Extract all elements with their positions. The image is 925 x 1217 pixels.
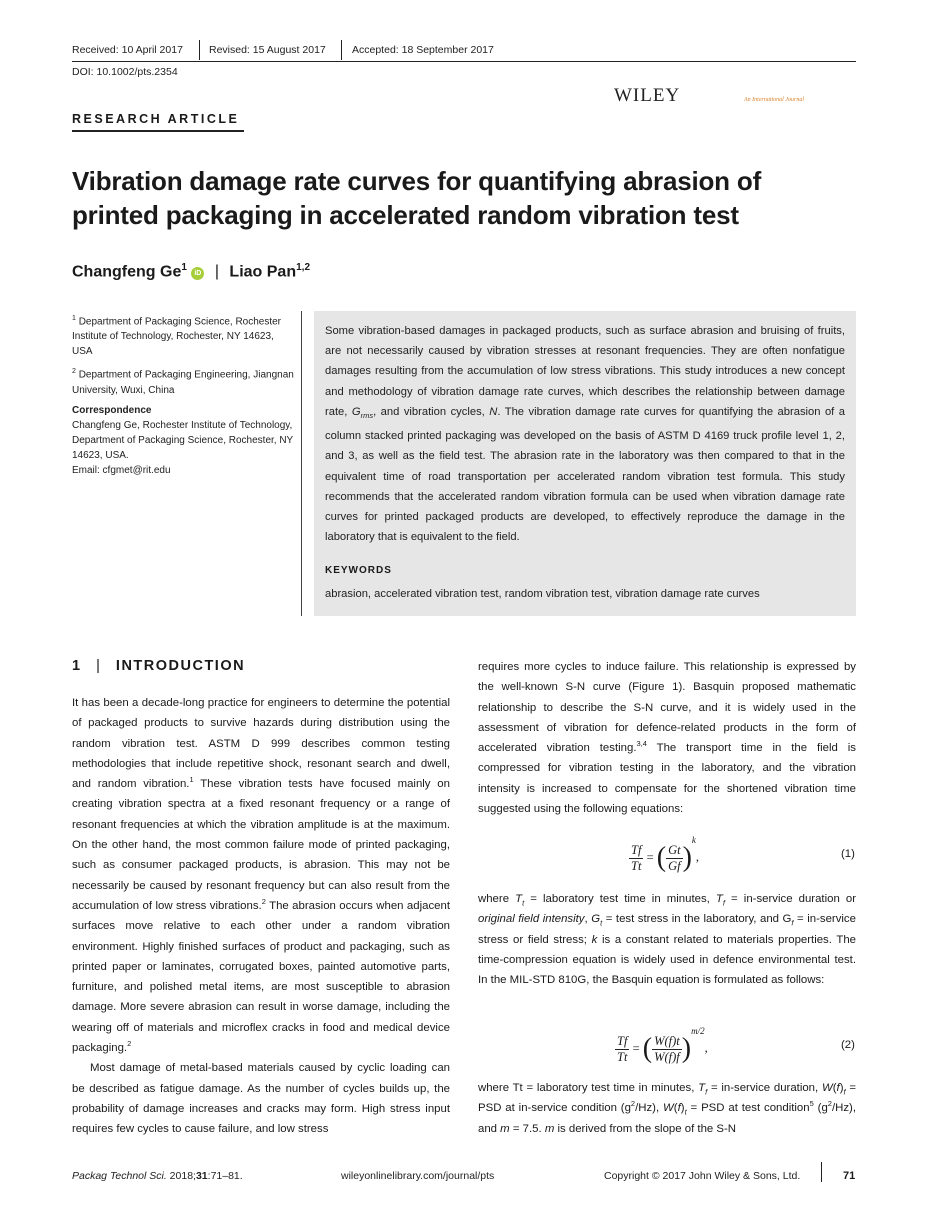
abstract-text: Some vibration-based damages in packaged products, such as surface abrasion and bruising of fruits, are not necessarily caused by vibration stresses at resonant frequencies. They are often nonfatigue damages resulting from the accumulation of low stress vibrations. This study introduces a new concept and methodology of vibration damage rate curves, which describes the relationship between damage rate, $G_{rms}$, and vibration cycles, N. The vibration damage rate curves for quantifying the abrasion of a column stacked printed packaging was developed on the basis of ASTM D 4169 truck profile level 1, 2, and 3, as well as the field test. The abrasion rate in the laboratory was then compared to that in the equivalent time of road transportation per accelerated random vibration test formula. This study recommends that the accelerated random vibration formula can be used when vibration damage rate curves for printed packaged products are developed, to effectively reproduce the damage in the laboratory that is equivalent to the field. xyxy=(325,325,845,544)
abstract-box xyxy=(314,311,856,616)
orcid-icon[interactable]: iD xyxy=(191,267,204,280)
author-name[interactable]: Liao Pan xyxy=(229,263,297,281)
abstract-left-rule xyxy=(301,311,302,616)
right-paragraph-1: requires more cycles to induce failure. This relationship is expressed by the well-known S-N curve (Figure 1). Basquin proposed mathematic relationship to describe the S-N curve, and it is widely used in the assessment of vibration for defence-related products in the form of accelerated vibration testing.$^{3,4}$ The transport time in the field is compressed for vibration testing in the laboratory, and the vibration intensity is increased to compensate for the shortened vibration time suggested using the following equations: xyxy=(478,661,856,816)
wiley-logo: WILEY xyxy=(614,85,681,106)
page-number: 71 xyxy=(843,1170,856,1182)
doi[interactable]: DOI: 10.1002/pts.2354 xyxy=(72,66,178,78)
right-column xyxy=(478,657,856,819)
footer-separator xyxy=(821,1162,822,1182)
article-title xyxy=(72,164,862,232)
received-date: Received: 10 April 2017 xyxy=(72,44,183,56)
keywords-heading: KEYWORDS xyxy=(325,565,392,576)
header-rule xyxy=(72,61,856,62)
section-heading: 1 | INTRODUCTION xyxy=(72,658,246,674)
author-separator: | xyxy=(214,263,219,281)
article-type-underline xyxy=(72,130,244,132)
email[interactable]: Email: cfgmet@rit.edu xyxy=(72,464,171,476)
left-column xyxy=(72,693,450,1140)
keywords: abrasion, accelerated vibration test, random vibration test, vibration damage rate curves xyxy=(325,588,760,600)
header-separator xyxy=(199,40,200,60)
right-paragraph-3: where Tt = laboratory test time in minutes, $T_f$ = in-service duration, $W(f)_f$ = PSD at in-service condition $(g^2/Hz)$, $W(f)_t$ = PSD at test condition$^5$ $(g^2/Hz)$, and m = 7.5. m is derived from the slope of the S-N xyxy=(478,1082,857,1135)
equation-2-number: (2) xyxy=(841,1039,855,1051)
affiliation-1: $^1$ Department of Packaging Science, Rochester Institute of Technology, Rochester, NY 14623, USA xyxy=(72,315,282,358)
correspondence: Changfeng Ge, Rochester Institute of Technology, Department of Packaging Science, Rochester, NY 14623, USA. xyxy=(72,419,294,461)
article-title-line1: Vibration damage rate curves for quantifying abrasion of xyxy=(72,166,762,196)
author-list xyxy=(72,262,310,281)
affiliation-2: $^2$ Department of Packaging Engineering, Jiangnan University, Wuxi, China xyxy=(72,368,294,396)
footer-copyright: Copyright © 2017 John Wiley & Sons, Ltd. xyxy=(604,1170,801,1182)
intro-paragraph-1: It has been a decade-long practice for engineers to determine the potential of packaged products to survive hazards during distribution using the random vibration test. ASTM D 999 describes common testing methodologies that include repetitive shock, resonant search and dwell, and random vibration.$^1$ These vibration tests have focused mainly on creating vibration spectra at a fixed resonant frequency or a range of resonant frequencies at which the vibration amplitude is at the maximum. On the other hand, the most common failure mode of printed packaging, such as consumer packaged products, is abrasion. This may not be necessarily be caused by resonant frequency but can also result from the accumulation of low stress vibrations.$^2$ The abrasion occurs when adjacent surfaces move relative to each other under a random vibration environment. Highly finished surfaces of product and packaging, such as printed paper or laminates, corrugated boxes, painted automotive parts, furniture, and polished metal items, are most susceptible to abrasion damage. More severe abrasion can result in worse damage, including the wearing off of materials and microflex cracks in food and medical device packaging.$^2$ xyxy=(72,697,450,1055)
equation-1-number: (1) xyxy=(841,848,855,860)
journal-logo-text: An International Journal xyxy=(744,97,804,103)
article-type: RESEARCH ARTICLE xyxy=(72,112,240,126)
equation-1: $\frac{Tf}{Tt}$ = ( $\frac{Gt}{Gf}$ )$^k$, xyxy=(631,835,700,874)
footer-url[interactable]: wileyonlinelibrary.com/journal/pts xyxy=(341,1170,495,1182)
correspondence-head: Correspondence xyxy=(72,404,152,416)
accepted-date: Accepted: 18 September 2017 xyxy=(352,44,494,56)
revised-date: Revised: 15 August 2017 xyxy=(209,44,326,56)
footer-citation: Packag Technol Sci. 2018;31:71–81. xyxy=(72,1170,243,1182)
author-sup: 1 xyxy=(181,262,187,273)
intro-paragraph-2: Most damage of metal-based materials caused by cyclic loading can be described as fatigue damage. As the number of cycles builds up, the probability of damage increases and cracks may form. High stress input requires few cycles to cause failure, and low stress xyxy=(72,1062,450,1136)
article-title-line2: printed packaging in accelerated random vibration test xyxy=(72,200,739,230)
right-paragraph-2: where $T_t$ = laboratory test time in minutes, $T_f$ = in-service duration or original field intensity, $G_t$ = test stress in the laboratory, and $G_f$ = in-service stress or field stress; k is a constant related to materials properties. The time-compression equation is widely used in defence environmental test. In the MIL-STD 810G, the Basquin equation is formulated as follows: xyxy=(478,893,857,987)
affiliations xyxy=(72,311,297,478)
equation-2: $\frac{Tf}{Tt}$ = ( $\frac{W(f)t}{W(f)f}$ )$^{m/2}$, xyxy=(617,1026,708,1065)
header-separator xyxy=(341,40,342,60)
author-sup: 1,2 xyxy=(296,262,311,273)
author-name[interactable]: Changfeng Ge xyxy=(72,263,182,281)
